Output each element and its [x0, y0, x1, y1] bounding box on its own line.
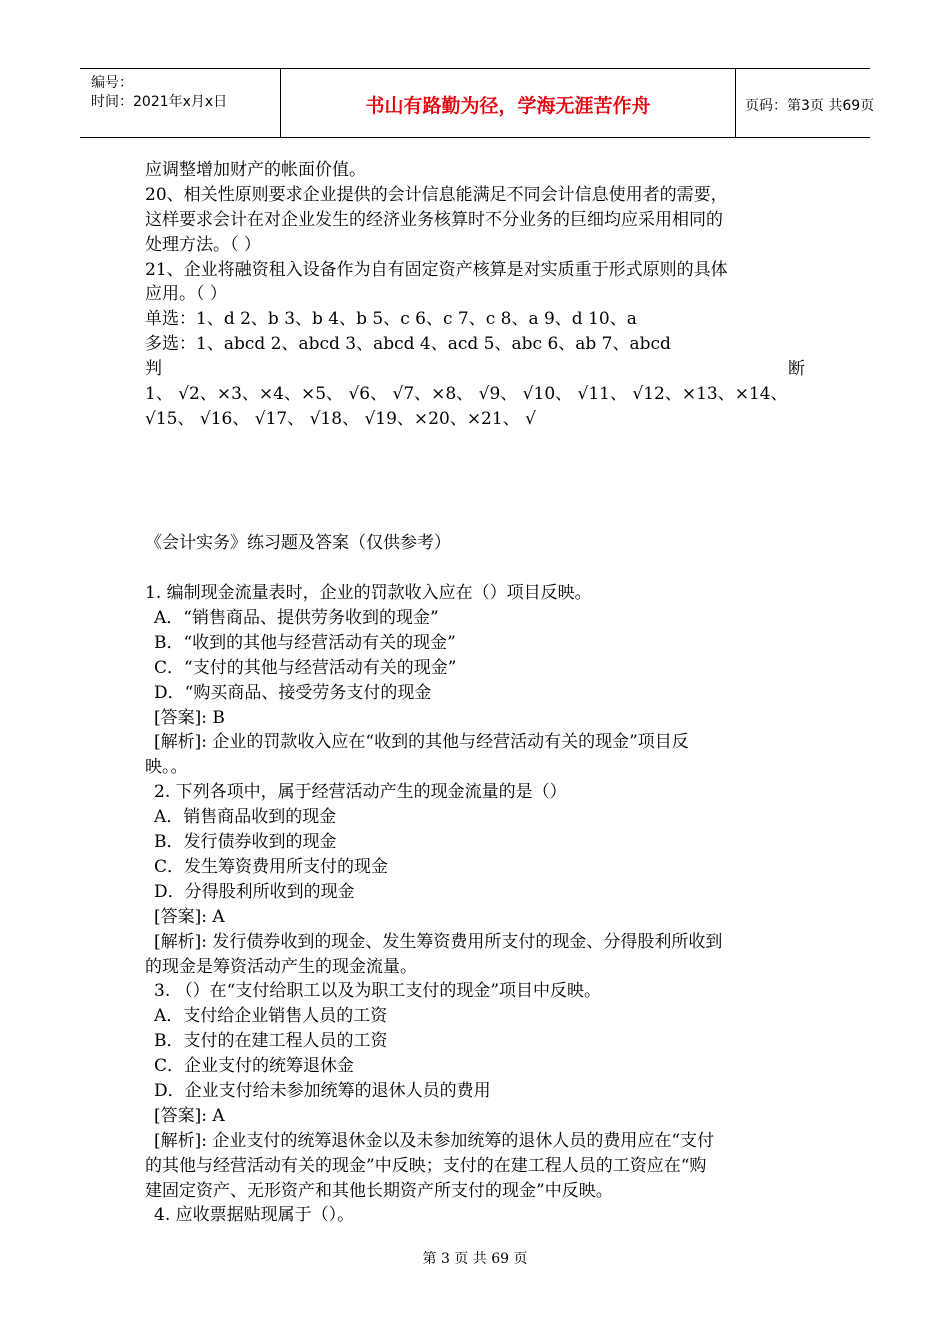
text-line: 1、 √2、×3、×4、×5、 √6、 √7、×8、 √9、 √10、 √11、 √12、×13、×14、 — [145, 384, 788, 405]
header-page-info: 页码：第3页 共69页 — [745, 98, 875, 114]
text-line: 20、相关性原则要求企业提供的会计信息能满足不同会计信息使用者的需要， — [145, 184, 728, 205]
text-line: A．“销售商品、提供劳务收到的现金” — [154, 608, 439, 629]
page-footer: 第 3 页 共 69 页 — [422, 1251, 528, 1267]
text-line: 应调整增加财产的帐面价值。 — [145, 160, 366, 180]
header-page-cell — [735, 69, 875, 137]
text-line: 2. 下列各项中，属于经营活动产生的现金流量的是（） — [154, 782, 567, 803]
text-line: 的其他与经营活动有关的现金”中反映；支付的在建工程人员的工资应在“购 — [145, 1155, 707, 1176]
text-line: [解析]: 企业支付的统筹退休金以及未参加统筹的退休人员的费用应在“支付 — [154, 1130, 715, 1151]
text-line: B．发行债券收到的现金 — [154, 832, 337, 853]
text-line: [答案]: B — [154, 707, 225, 728]
text-line: D．分得股利所收到的现金 — [154, 881, 355, 902]
text-line: B．“收到的其他与经营活动有关的现金” — [154, 632, 456, 653]
text-line: 多选：1、abcd 2、abcd 3、abcd 4、acd 5、abc 6、ab 7、abcd — [145, 334, 671, 355]
text-line: 映。。 — [145, 757, 188, 778]
text-line: C．企业支付的统筹退休金 — [154, 1056, 355, 1077]
header-info-cell — [80, 69, 280, 137]
blank-line — [145, 556, 805, 581]
header-motto-cell — [280, 69, 736, 137]
page-header — [80, 68, 875, 138]
text-line: 21、企业将融资租入设备作为自有固定资产核算是对实质重于形式原则的具体 — [145, 259, 728, 280]
text-line: 建固定资产、无形资产和其他长期资产所支付的现金”中反映。 — [145, 1180, 613, 1201]
text-line: A．支付给企业销售人员的工资 — [154, 1006, 388, 1027]
document-code-label: 编号： — [91, 75, 133, 91]
text-line: 3. （）在“支付给职工以及为职工支付的现金”项目中反映。 — [154, 981, 602, 1002]
text-line: A．销售商品收到的现金 — [154, 807, 337, 828]
text-line-left: 判 — [145, 359, 162, 380]
text-line: 处理方法。（ ） — [145, 234, 261, 255]
text-line — [145, 357, 805, 382]
header-motto: 书山有路勤为径，学海无涯苦作舟 — [365, 95, 651, 117]
blank-line — [145, 506, 805, 531]
text-line: [答案]: A — [154, 1105, 225, 1126]
text-line: D．“购买商品、接受劳务支付的现金 — [154, 682, 432, 703]
text-line: C．发生筹资费用所支付的现金 — [154, 856, 389, 877]
text-line: 单选：1、d 2、b 3、b 4、b 5、c 6、c 7、c 8、a 9、d 10、a — [145, 309, 637, 330]
text-line: 应用。（ ） — [145, 284, 227, 305]
text-line: [解析]: 企业的罚款收入应在“收到的其他与经营活动有关的现金”项目反 — [154, 732, 689, 753]
document-body — [145, 158, 805, 1228]
text-line: D．企业支付给未参加统筹的退休人员的费用 — [154, 1080, 491, 1101]
text-line-right: 断 — [788, 359, 805, 380]
text-line: [答案]: A — [154, 906, 225, 927]
blank-line — [145, 457, 805, 482]
text-line: √15、 √16、 √17、 √18、 √19、×20、×21、 √ — [145, 408, 536, 429]
text-line: 的现金是筹资活动产生的现金流量。 — [145, 956, 417, 977]
text-line: 这样要求会计在对企业发生的经济业务核算时不分业务的巨细均应采用相同的 — [145, 209, 723, 230]
text-line: [解析]: 发行债券收到的现金、发生筹资费用所支付的现金、分得股利所收到 — [154, 931, 723, 952]
document-time-label: 时间：2021年x月x日 — [91, 94, 228, 110]
text-line: C．“支付的其他与经营活动有关的现金” — [154, 657, 457, 678]
blank-line — [145, 482, 805, 507]
text-line: B．支付的在建工程人员的工资 — [154, 1031, 388, 1052]
text-line: 1. 编制现金流量表时，企业的罚款收入应在（）项目反映。 — [145, 583, 592, 604]
text-line: 4. 应收票据贴现属于（）。 — [154, 1205, 355, 1226]
blank-line — [145, 432, 805, 457]
text-line: 《会计实务》练习题及答案（仅供参考） — [145, 533, 451, 554]
